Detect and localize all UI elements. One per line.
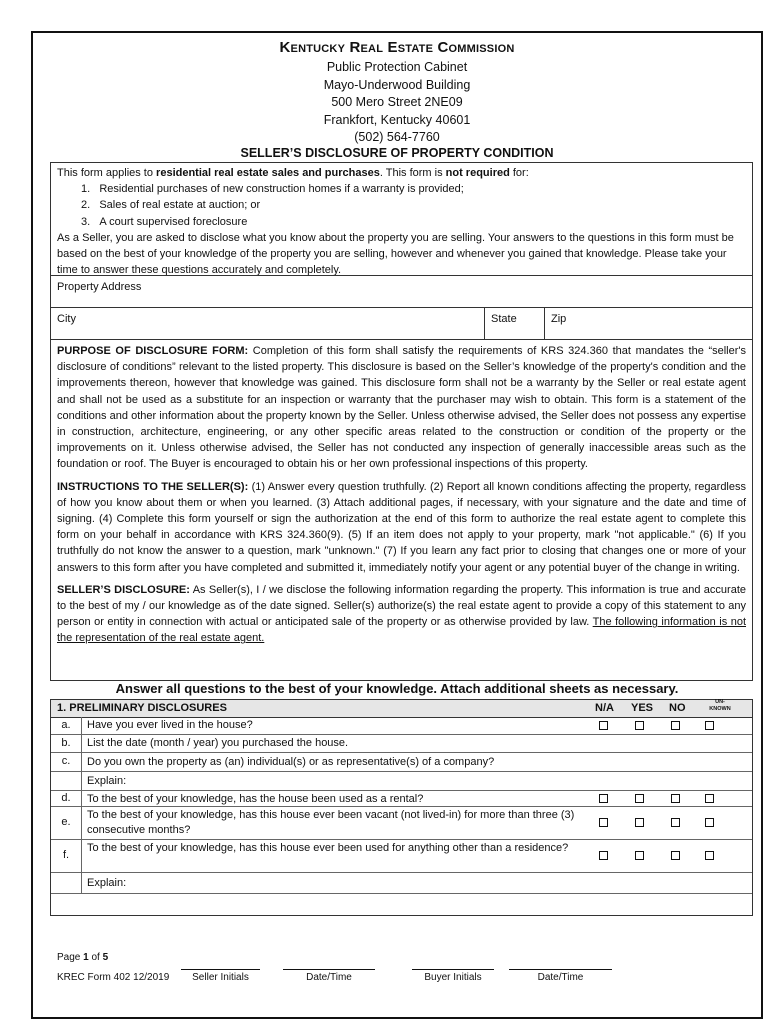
seller-initials-line[interactable] <box>181 969 260 970</box>
na-checkbox[interactable] <box>599 721 608 730</box>
intro-paragraph: As a Seller, you are asked to disclose what you know about the property you are selling. Your answers to the questions in this form must be based on the best of your knowledge of the property you are selling, however and whenever you gained that knowledge. Please take your time to answer these questions accurately and completely. <box>57 231 734 276</box>
city-label: City <box>57 313 76 325</box>
unknown-checkbox[interactable] <box>705 851 714 860</box>
preliminary-disclosures-table <box>50 699 753 916</box>
unknown-checkbox[interactable] <box>705 721 714 730</box>
purpose-paragraph: PURPOSE OF DISCLOSURE FORM: Completion of this form shall satisfy the requirements of KRS 324.360 that mandates the “seller's disclosure of conditions” relevant to the listed property. This disclosure is based on the Seller’s knowledge of the property's condition and the improvements thereon, however that knowledge was gained. This disclosure form shall not be a warranty by the Seller or real estate agent and shall not be used as a substitute for an inspection or warranty that the purchaser may wish to obtain. This form is a statement of the conditions and other information about the property known by the Seller. Unless otherwise advised, the Seller does not possess any expertise in construction, architecture, engineering, or any other specific areas related to the construction or condition of the property or the improvements on it. Unless otherwise advised, the Seller has not conducted any inspection of generally inaccessible areas such as the foundation or roof. The Buyer is encouraged to obtain his or her own professional inspections of this property. <box>57 345 746 471</box>
intro-applies: This form applies to residential real estate sales and purchases. This form is not required for: <box>57 167 529 179</box>
question-letter: f. <box>62 849 70 861</box>
list-item: 2. Sales of real estate at auction; or <box>81 199 261 212</box>
question-text: Do you own the property as (an) individual(s) or as representative(s) of a company? <box>87 756 495 768</box>
list-item: 3. A court supervised foreclosure <box>81 215 248 228</box>
seller-initials-label: Seller Initials <box>192 972 249 983</box>
no-checkbox[interactable] <box>671 794 680 803</box>
city-state-zip-row <box>50 307 753 340</box>
buyer-initials-label: Buyer Initials <box>424 972 482 983</box>
yes-checkbox[interactable] <box>635 721 644 730</box>
address-line-1: Public Protection Cabinet <box>326 60 468 74</box>
property-address-field[interactable] <box>50 275 753 308</box>
question-row-f-explain[interactable] <box>51 873 752 915</box>
instructions-paragraph: INSTRUCTIONS TO THE SELLER(S): (1) Answer every question truthfully. (2) Report all known conditions affecting the property, regardless of how you know about them or when you learned. (3) Attach additional pages, if necessary, with your signature and the date and time of signing. (4) Complete this form yourself or sign the authorization at the end of this form to authorize the real estate agent to complete this form on your behalf in accordance with KRS 324.360(9). (5) If an item does not apply to your property, mark "not applicable." (6) If you truthfully do not know the answer to a question, mark "unknown." (7) If you learn any fact prior to closing that changes one or more of your answers to this form after you have completed and submitted it, immediately notify your agent or any potential buyer of the change in writing. <box>57 480 746 574</box>
state-label: State <box>491 313 517 325</box>
question-text: To the best of your knowledge, has the house been used as a rental? <box>87 793 424 805</box>
na-checkbox[interactable] <box>599 851 608 860</box>
zip-label: Zip <box>551 313 567 325</box>
address-line-2: Mayo-Underwood Building <box>323 77 471 92</box>
question-text: To the best of your knowledge, has this house ever been used for anything other than a residence? <box>87 842 569 854</box>
property-address-label: Property Address <box>57 281 142 293</box>
date-time-label-1: Date/Time <box>306 972 352 983</box>
date-time-line-1[interactable] <box>283 969 375 970</box>
city-field[interactable] <box>51 308 485 339</box>
yes-checkbox[interactable] <box>635 851 644 860</box>
page-number: Page 1 of 5 <box>57 952 109 963</box>
no-checkbox[interactable] <box>671 851 680 860</box>
question-letter: b. <box>61 737 71 749</box>
col-unknown-header: UN- KNOWN <box>709 699 731 712</box>
explain-label: Explain: <box>87 775 127 787</box>
commission-name: Kentucky Real Estate Commission <box>279 39 515 56</box>
intro-box <box>50 162 753 276</box>
exemption-list <box>57 181 746 230</box>
question-letter: a. <box>61 719 71 731</box>
question-text: To the best of your knowledge, has this house ever been vacant (not lived-in) for more than three (3) consecutive months? <box>87 809 575 836</box>
date-time-line-2[interactable] <box>509 969 612 970</box>
question-letter: e. <box>61 816 71 828</box>
yes-checkbox[interactable] <box>635 794 644 803</box>
question-text: List the date (month / year) you purchased the house. <box>87 737 349 749</box>
form-id: KREC Form 402 12/2019 <box>57 972 170 983</box>
question-row-e <box>51 807 752 840</box>
form-title: SELLER’S DISCLOSURE OF PROPERTY CONDITION <box>240 146 554 160</box>
disclosure-text-box <box>50 339 753 681</box>
question-row-a <box>51 717 752 735</box>
yes-checkbox[interactable] <box>635 818 644 827</box>
no-checkbox[interactable] <box>671 818 680 827</box>
section-title: 1. PRELIMINARY DISCLOSURES <box>57 702 227 714</box>
na-checkbox[interactable] <box>599 794 608 803</box>
unknown-checkbox[interactable] <box>705 794 714 803</box>
answer-banner: Answer all questions to the best of your knowledge. Attach additional sheets as necessary. <box>115 681 679 696</box>
state-field[interactable] <box>485 308 545 339</box>
zip-field[interactable] <box>545 308 752 339</box>
question-row-d <box>51 790 752 807</box>
question-letter: d. <box>61 792 71 804</box>
list-item: 1. Residential purchases of new construction homes if a warranty is provided; <box>81 183 464 196</box>
unknown-checkbox[interactable] <box>705 818 714 827</box>
form-page <box>31 31 763 1019</box>
question-row-c[interactable] <box>51 753 752 772</box>
col-no-header: NO <box>669 702 686 714</box>
question-text: Have you ever lived in the house? <box>87 719 253 731</box>
explain-label: Explain: <box>87 877 127 889</box>
question-letter: c. <box>61 755 71 767</box>
col-yes-header: YES <box>631 702 654 714</box>
col-na-header: N/A <box>595 702 614 714</box>
na-checkbox[interactable] <box>599 818 608 827</box>
address-line-4: Frankfort, Kentucky 40601 <box>323 112 471 127</box>
address-line-3: 500 Mero Street 2NE09 <box>331 95 463 109</box>
no-checkbox[interactable] <box>671 721 680 730</box>
section-header-row <box>51 700 752 718</box>
sellers-disclosure-paragraph: SELLER’S DISCLOSURE: As Seller(s), I / we disclose the following information regarding the property. This information is true and accurate to the best of my / our knowledge as of the date signed. Seller(s) authorize(s) the real estate agent to provide a copy of this statement to any person or entity in connection with actual or anticipated sale of the property or as otherwise provided by law. The following information is not the representation of the real estate agent. <box>57 583 747 645</box>
date-time-label-2: Date/Time <box>537 972 584 983</box>
question-row-b[interactable] <box>51 735 752 753</box>
buyer-initials-line[interactable] <box>412 969 494 970</box>
question-row-c-explain[interactable] <box>51 772 752 790</box>
phone-number: (502) 564-7760 <box>354 130 440 144</box>
question-row-f <box>51 840 752 873</box>
